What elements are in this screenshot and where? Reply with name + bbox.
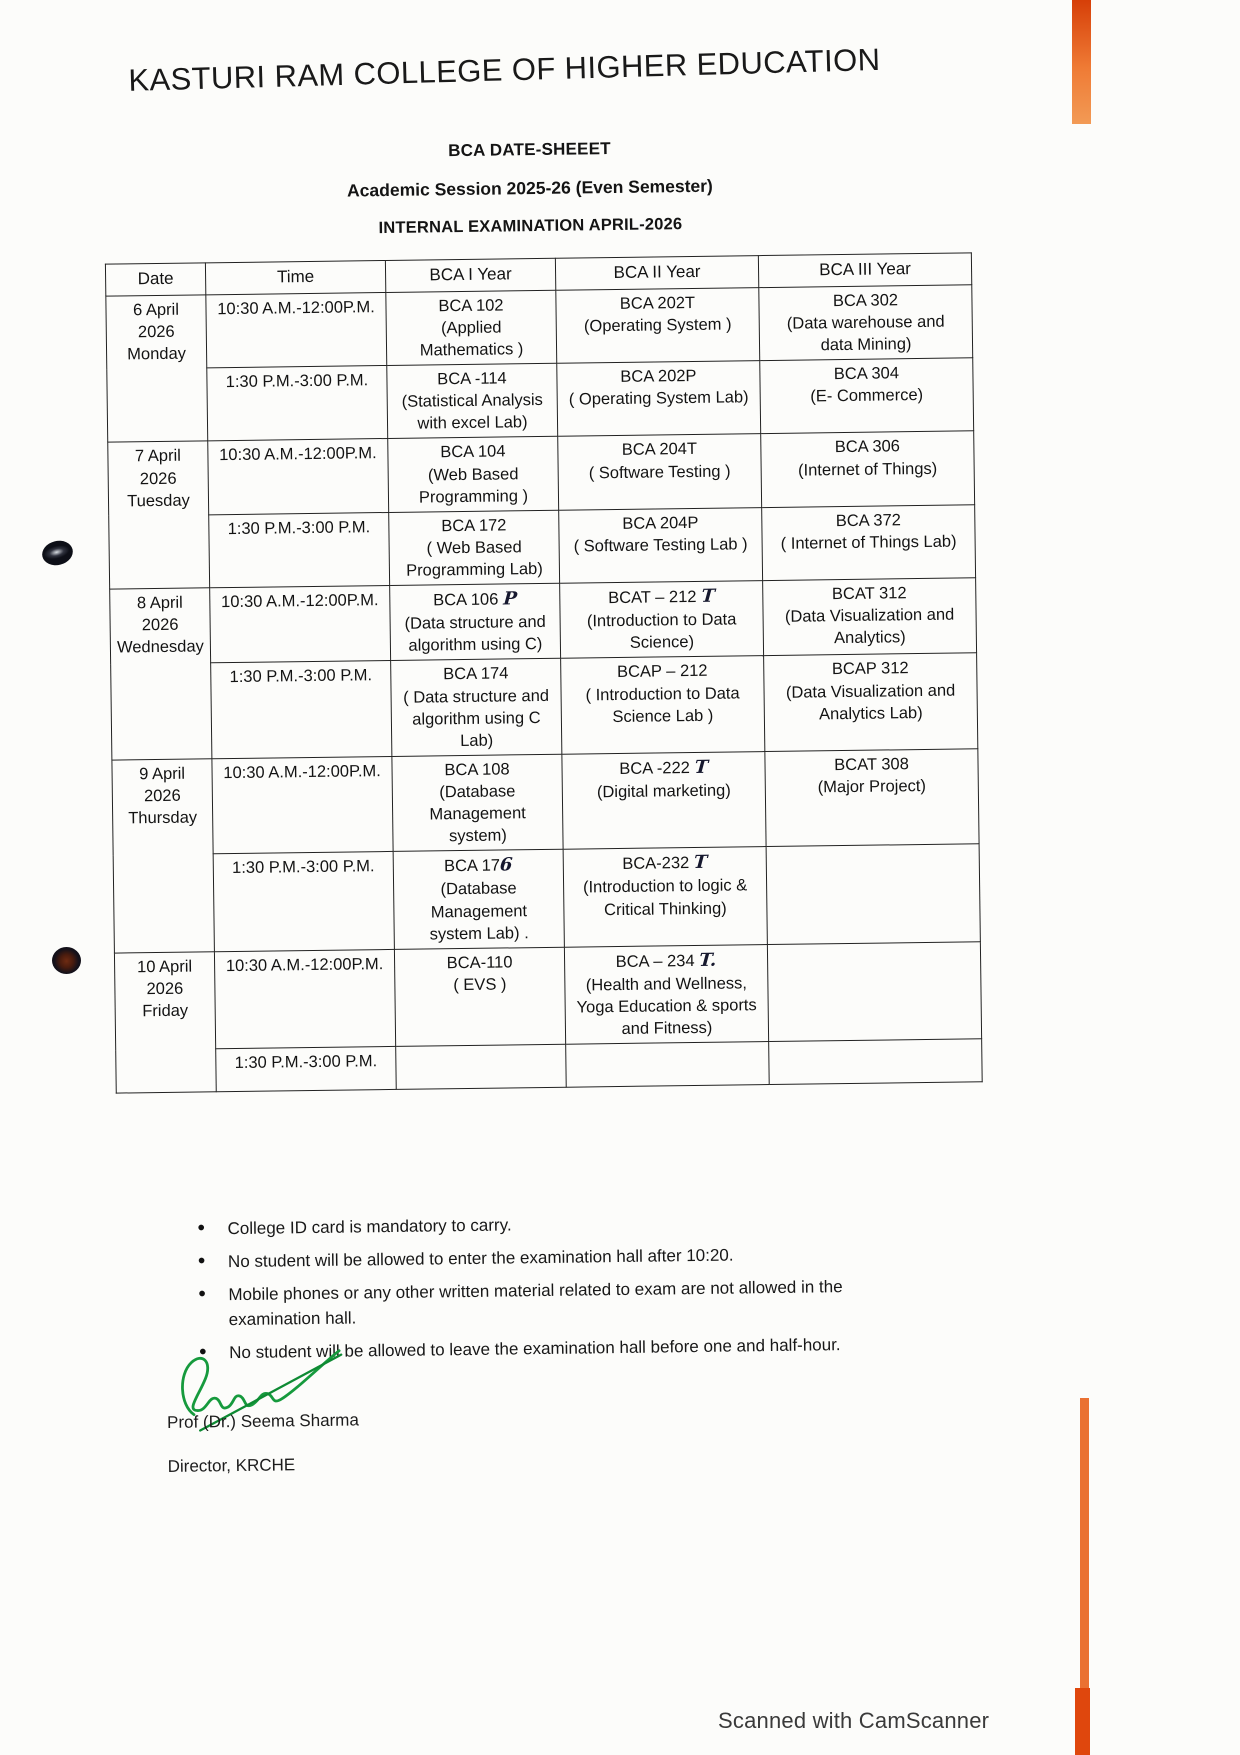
date-cell: 10 April 2026 Friday xyxy=(114,952,216,1094)
subject-cell: BCAP – 212 ( Introduction to Data Science Lab ) xyxy=(561,656,765,754)
subject-cell: BCA 172 ( Web Based Programming Lab) xyxy=(389,510,560,586)
subject-cell: BCA 204T ( Software Testing ) xyxy=(558,434,762,510)
date-cell: 9 April 2026 Thursday xyxy=(112,759,215,953)
subject-cell: BCA 108 (Database Management system) xyxy=(392,754,563,852)
time-cell: 1:30 P.M.-3:00 P.M. xyxy=(211,661,392,759)
table-row xyxy=(111,653,978,760)
table-row xyxy=(112,749,979,856)
subject-cell xyxy=(769,1039,983,1085)
subject-cell: BCAP 312 (Data Visualization and Analytics Lab) xyxy=(764,653,978,751)
punch-hole xyxy=(52,947,81,974)
subject-cell: BCA – 234 T. (Health and Wellness, Yoga Education & sports and Fitness) xyxy=(564,944,768,1044)
subject-cell: BCA 306 (Internet of Things) xyxy=(761,431,975,507)
college-title: KASTURI RAM COLLEGE OF HIGHER EDUCATION xyxy=(127,41,881,98)
time-cell: 1:30 P.M.-3:00 P.M. xyxy=(213,852,394,952)
time-cell: 1:30 P.M.-3:00 P.M. xyxy=(209,512,390,588)
subject-cell: BCA -114 (Statistical Analysis with excel Lab) xyxy=(387,363,558,439)
handwritten-mark: P xyxy=(502,588,518,610)
scan-edge-artifact xyxy=(1080,1398,1089,1688)
time-cell: 1:30 P.M.-3:00 P.M. xyxy=(216,1047,397,1092)
subject-cell xyxy=(766,844,980,944)
subject-cell: BCA 174 ( Data structure and algorithm using C Lab) xyxy=(391,659,562,757)
subject-cell: BCAT 312 (Data Visualization and Analytics) xyxy=(763,578,977,656)
subject-cell xyxy=(396,1044,567,1089)
subject-cell: BCAT – 212 T (Introduction to Data Science) xyxy=(560,581,764,659)
table-row xyxy=(110,578,977,665)
signatory-name: Prof (Dr.) Seema Sharma xyxy=(166,1410,359,1432)
table-row xyxy=(106,285,973,370)
table-row xyxy=(109,505,976,590)
scan-edge-artifact xyxy=(1075,1688,1090,1755)
handwritten-mark: T xyxy=(700,585,716,607)
time-cell: 10:30 A.M.-12:00P.M. xyxy=(212,756,393,854)
subject-cell: BCA -222 T (Digital marketing) xyxy=(562,751,766,849)
time-cell: 10:30 A.M.-12:00P.M. xyxy=(206,292,387,368)
time-cell: 1:30 P.M.-3:00 P.M. xyxy=(207,366,388,442)
session-subtitle: Academic Session 2025-26 (Even Semester) xyxy=(346,175,713,201)
table-row xyxy=(113,844,980,953)
subject-cell: BCA 202P ( Operating System Lab) xyxy=(557,361,761,437)
subject-cell xyxy=(566,1042,770,1088)
column-header: Time xyxy=(205,260,385,294)
exam-schedule-table xyxy=(105,252,983,1093)
note-item: • No student will be allowed to enter the examination hall after 10:20. xyxy=(196,1240,891,1274)
column-header: BCA II Year xyxy=(555,256,758,290)
column-header: BCA III Year xyxy=(758,253,971,288)
table-row xyxy=(108,431,975,516)
exam-subtitle: INTERNAL EXAMINATION APRIL-2026 xyxy=(378,215,683,238)
subject-cell: BCAT 308 (Major Project) xyxy=(765,749,979,847)
subject-cell: BCA-232 T (Introduction to logic & Critical Thinking) xyxy=(563,847,767,947)
camscanner-watermark: Scanned with CamScanner xyxy=(718,1708,990,1733)
subject-cell: BCA 304 (E- Commerce) xyxy=(760,358,974,434)
scan-edge-artifact xyxy=(1072,0,1091,124)
note-item: • College ID card is mandatory to carry. xyxy=(195,1207,890,1241)
subject-cell: BCA 372 ( Internet of Things Lab) xyxy=(762,505,976,581)
date-cell: 7 April 2026 Tuesday xyxy=(108,441,210,589)
time-cell: 10:30 A.M.-12:00P.M. xyxy=(214,949,395,1049)
subject-cell: BCA 204P ( Software Testing Lab ) xyxy=(559,507,763,583)
subject-cell: BCA-110 ( EVS ) xyxy=(394,947,565,1047)
doc-title: BCA DATE-SHEEET xyxy=(448,139,611,161)
time-cell: 10:30 A.M.-12:00P.M. xyxy=(208,439,389,515)
subject-cell: BCA 106 P (Data structure and algorithm using C) xyxy=(390,583,561,661)
handwritten-mark: T xyxy=(693,756,709,778)
column-header: BCA I Year xyxy=(385,258,555,292)
note-item: • Mobile phones or any other written material related to exam are not allowed in the examination hall. xyxy=(196,1273,892,1332)
subject-cell: BCA 302 (Data warehouse and data Mining) xyxy=(759,285,973,361)
table-row xyxy=(107,358,974,443)
handwritten-mark: T. xyxy=(698,949,718,971)
time-cell: 10:30 A.M.-12:00P.M. xyxy=(210,586,391,664)
subject-cell: BCA 202T (Operating System ) xyxy=(556,287,760,363)
table-row xyxy=(114,941,981,1050)
subject-cell: BCA 102 (Applied Mathematics ) xyxy=(386,290,557,366)
note-item: • No student will be allowed to leave the examination hall before one and half-hour. xyxy=(197,1331,892,1365)
date-cell: 8 April 2026 Wednesday xyxy=(110,588,212,760)
signatory-title: Director, KRCHE xyxy=(167,1455,296,1476)
subject-cell: BCA 176 (Database Management system Lab) . xyxy=(393,849,564,949)
column-header: Date xyxy=(105,263,205,296)
subject-cell xyxy=(767,941,981,1041)
handwritten-mark: 6 xyxy=(499,854,514,876)
date-cell: 6 April 2026 Monday xyxy=(106,295,208,443)
handwritten-mark: T xyxy=(693,852,709,874)
subject-cell: BCA 104 (Web Based Programming ) xyxy=(388,437,559,513)
